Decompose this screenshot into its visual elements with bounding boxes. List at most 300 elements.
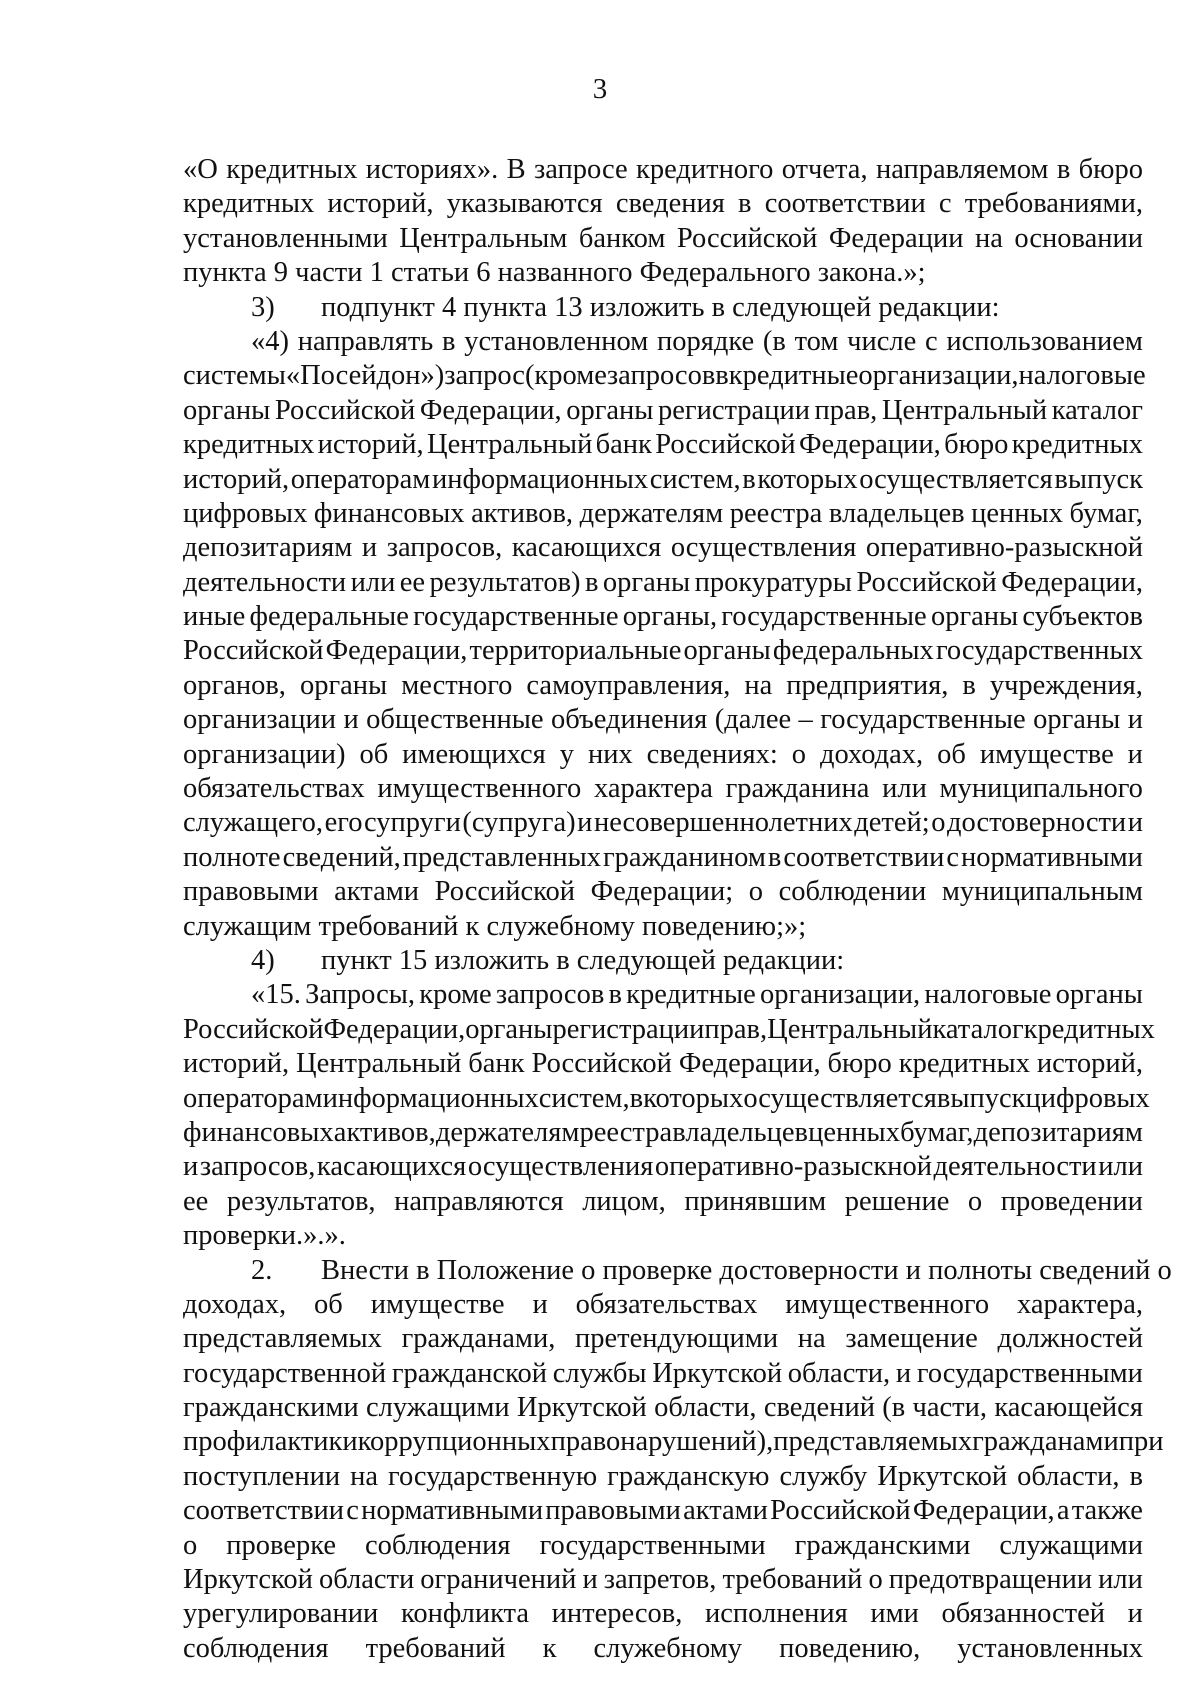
word: историях». (365, 154, 499, 185)
text-line (183, 153, 1143, 187)
word: характера, (1016, 1288, 1143, 1320)
word: указываются (446, 188, 603, 220)
word: Федерации, (325, 635, 468, 667)
word: супруги (364, 807, 461, 839)
word: соответствии (783, 841, 945, 873)
word: Российской (183, 1013, 324, 1045)
text-line (183, 187, 1143, 221)
word: предприятия, (786, 669, 949, 701)
text-line (183, 325, 1143, 359)
word: финансовых (313, 497, 465, 529)
word: части, (912, 1392, 988, 1424)
word: кредитного (636, 154, 774, 185)
text-line (183, 1116, 1143, 1150)
word: выпуск (1054, 463, 1143, 495)
word: поведению, (779, 1632, 921, 1664)
item-number: 3) (251, 291, 275, 323)
word: гражданином (602, 841, 766, 873)
word: соблюдении (778, 876, 927, 908)
word: операторам (183, 1082, 323, 1114)
word: касающейся (994, 1392, 1143, 1424)
word: соответствии (764, 188, 926, 220)
word: системы (183, 360, 286, 392)
word: активов, (471, 497, 574, 529)
text-line (183, 463, 1143, 497)
word: или (1098, 1151, 1143, 1183)
word: в (715, 360, 729, 392)
word: систем, (538, 1082, 630, 1114)
word: Российской (676, 222, 818, 254)
word: регистрации (552, 1013, 705, 1045)
word: у (559, 738, 574, 770)
word: служащего, (183, 807, 324, 839)
word: бумаг, (1069, 497, 1143, 529)
word: результатов) (429, 566, 581, 598)
word: деятельности (933, 1151, 1097, 1183)
word: Центральный (767, 1013, 933, 1045)
word: Иркутской (516, 1392, 647, 1424)
text-line (183, 1425, 1164, 1459)
text-line (183, 1597, 1143, 1631)
word: и (1127, 1598, 1143, 1630)
word: использованием (946, 325, 1143, 357)
word: Иркутской (652, 1357, 783, 1389)
word: о (748, 876, 763, 908)
word: общественные (366, 704, 544, 736)
word: историй, (183, 1048, 290, 1080)
word: Российской (655, 429, 796, 461)
word: активов, (333, 1116, 436, 1148)
word: результатов, (226, 1185, 376, 1217)
word: о (931, 807, 946, 839)
text-line (183, 1632, 1143, 1666)
word: кредитных (898, 1048, 1030, 1080)
text-line: служащим требований к служебному поведению;»; (183, 910, 807, 942)
text-line (183, 1494, 1143, 1528)
word: органы, (622, 601, 718, 633)
word: и (577, 807, 593, 839)
word: числе (847, 325, 917, 357)
text-line (183, 1357, 1143, 1391)
word: (в (882, 1392, 906, 1424)
item-text: подпункт 4 пункта 13 изложить в следующей редакции: (321, 291, 1000, 323)
word: запросе (534, 154, 628, 185)
word: кредитных (226, 154, 358, 185)
word: Иркутской (877, 1460, 1008, 1492)
text-line (183, 875, 1143, 909)
word: при (1118, 1426, 1164, 1458)
word: нормативными (361, 1495, 544, 1527)
word: каталог (932, 1013, 1024, 1045)
word: сведения (615, 188, 725, 220)
word: имущественного (785, 1288, 990, 1320)
word: запретов, (603, 1564, 717, 1596)
word: «4) (251, 325, 289, 357)
word: учреждения, (989, 669, 1143, 701)
text-line (183, 1529, 1143, 1563)
word: Запросы, (305, 979, 416, 1011)
word: имущественного (377, 773, 582, 805)
word: Федерации, (1001, 566, 1143, 598)
word: ценных (808, 1116, 900, 1148)
word: государственную (387, 1460, 598, 1492)
word: установленными (183, 222, 388, 254)
word: достоверности (946, 807, 1127, 839)
word: имуществе (370, 1288, 505, 1320)
word: «Посейдон») (285, 360, 445, 392)
text-line (183, 772, 1143, 806)
word: гражданскими (183, 1392, 359, 1424)
text-line (183, 669, 1143, 703)
word: депозитариям (183, 532, 353, 564)
word: коррупционных (357, 1426, 551, 1458)
word: доходах, (183, 1288, 287, 1320)
word: проверке (226, 1529, 336, 1561)
word: Российской (274, 394, 416, 426)
page-number: 3 (592, 73, 608, 105)
word: с (938, 188, 952, 220)
word: поступлении (183, 1460, 341, 1492)
word: и (1127, 738, 1143, 770)
word: о (868, 1564, 883, 1596)
word: органы (183, 394, 271, 426)
word: на (350, 1460, 378, 1492)
word: реестра (579, 1116, 673, 1148)
word: и (532, 1288, 548, 1320)
word: органы (465, 1013, 553, 1045)
text-line (183, 1047, 1143, 1081)
word: запросов, (386, 532, 503, 564)
word: ограничений (420, 1564, 577, 1596)
word: доходах, (819, 738, 924, 770)
text-line (183, 1391, 1143, 1425)
item-text: пункт 15 изложить в следующей редакции: (321, 944, 845, 976)
word: в (442, 325, 456, 357)
word: претендующими (575, 1323, 779, 1355)
word: в (738, 188, 752, 220)
text-line (183, 291, 1143, 325)
word: с (346, 1495, 359, 1527)
word: Центральным (399, 222, 568, 254)
word: его (324, 807, 363, 839)
text-line (183, 394, 1143, 428)
word: основании (1014, 222, 1143, 254)
word: должностей (997, 1323, 1143, 1355)
word: цифровых (183, 497, 308, 529)
word: бумаг, (900, 1116, 974, 1148)
word: цифровых (1025, 1082, 1150, 1114)
word: актами (334, 876, 420, 908)
word: кредитные (728, 360, 859, 392)
word: кредитные (626, 979, 756, 1011)
word: осуществления (467, 1151, 654, 1183)
word: к (542, 1632, 557, 1664)
word: соответствии (183, 1495, 345, 1527)
word: служащими (999, 1529, 1143, 1561)
word: правовыми (545, 1495, 681, 1527)
word: бюро (944, 429, 1009, 461)
word: реестра (729, 497, 823, 529)
word: профилактики (183, 1426, 358, 1458)
word: в (1129, 1460, 1143, 1492)
word: обязанностей (941, 1598, 1106, 1630)
word: правовыми (183, 876, 319, 908)
word: с (946, 841, 959, 873)
word: систем, (649, 463, 741, 495)
word: обязательствах (575, 1288, 758, 1320)
word: запрос (444, 360, 525, 392)
text-line (183, 359, 1146, 393)
document-body (183, 153, 1172, 1666)
word: требованиями, (964, 188, 1143, 220)
text-line (183, 1460, 1143, 1494)
text-line: пункта 9 части 1 статьи 6 названного Федерального закона.»; (183, 257, 926, 289)
word: служебному (593, 1632, 742, 1664)
word: направляются (394, 1185, 564, 1217)
word: органов, (183, 669, 286, 701)
word: ее (399, 566, 426, 598)
word: гражданами, (401, 1323, 556, 1355)
word: Российской (856, 566, 997, 598)
word: решение (844, 1185, 950, 1217)
word: банком (578, 222, 666, 254)
word: ценных (971, 497, 1063, 529)
word: и (183, 1151, 199, 1183)
word: и (343, 704, 359, 736)
word: Центральный (427, 429, 593, 461)
word: банк (468, 1048, 525, 1080)
word: гражданской (391, 1357, 548, 1389)
word: историй, (183, 463, 290, 495)
word: о (791, 738, 807, 770)
word: на (797, 1323, 826, 1355)
word: в (1056, 154, 1071, 185)
word: в (742, 463, 756, 495)
word: финансовых (183, 1116, 334, 1148)
word: о (967, 1185, 983, 1217)
word: Федерации; (590, 876, 734, 908)
word: правонарушений), (550, 1426, 774, 1458)
word: об (359, 738, 389, 770)
word: них (587, 738, 633, 770)
word: осуществляется (743, 1082, 937, 1114)
word: органы (930, 601, 1019, 633)
text-line (183, 1563, 1143, 1597)
word: или (882, 773, 927, 805)
word: прав, (814, 394, 878, 426)
word: касающихся (316, 1151, 467, 1183)
text-line (183, 1254, 1172, 1288)
word: налоговые (924, 979, 1052, 1011)
word: Федерации (828, 222, 964, 254)
word: ими (870, 1598, 919, 1630)
word: прокуратуры (694, 566, 852, 598)
word: субъектов (1022, 601, 1143, 633)
word: лицом, (582, 1185, 666, 1217)
word: оперативно-разыскной (654, 1151, 932, 1183)
word: детей; (854, 807, 930, 839)
word: имуществе (979, 738, 1114, 770)
word: или (1098, 1564, 1143, 1596)
word: области, (1017, 1460, 1120, 1492)
word: Федерации, (678, 1048, 821, 1080)
word: а (1056, 1495, 1070, 1527)
word: оперативно-разыскной (865, 532, 1143, 564)
word: и (361, 532, 378, 564)
word: «О (183, 154, 218, 185)
word: регистрации (658, 394, 810, 426)
text-line (183, 1013, 1155, 1047)
word: государственные (413, 601, 619, 633)
word: Федерации, (799, 429, 941, 461)
word: области (318, 1564, 415, 1596)
text-line (183, 1288, 1143, 1322)
word: служащими (366, 1392, 510, 1424)
text-line (183, 634, 1143, 668)
word: прав, (704, 1013, 768, 1045)
word: каталог (1051, 394, 1143, 426)
word: запросов (606, 360, 716, 392)
word: кредитных (183, 188, 315, 220)
word: деятельности (183, 566, 347, 598)
item-text: Внести в Положение о проверке достоверности и полноты сведений о (321, 1254, 1172, 1286)
text-line (183, 600, 1143, 634)
word: органы (683, 635, 771, 667)
word: установленных (957, 1632, 1143, 1664)
word: несовершеннолетних (593, 807, 853, 839)
word: и (1127, 807, 1143, 839)
word: Федерации, (912, 1495, 1055, 1527)
word: информационных (431, 463, 649, 495)
word: которых (643, 1082, 744, 1114)
word: актами (683, 1495, 768, 1527)
word: муниципальным (941, 876, 1143, 908)
word: выпуск (936, 1082, 1026, 1114)
item-number: 4) (251, 944, 275, 976)
text-line (183, 806, 1143, 840)
word: с (925, 325, 938, 357)
word: соблюдения (365, 1529, 511, 1561)
word: сведений, (282, 841, 401, 873)
word: представляемых (773, 1426, 973, 1458)
word: ее (183, 1185, 209, 1217)
word: федеральных (772, 635, 934, 667)
word: «15. (251, 979, 301, 1011)
word: гражданскую (607, 1460, 770, 1492)
word: которых (757, 463, 858, 495)
text-line (183, 703, 1143, 737)
word: об (937, 738, 966, 770)
text-line (183, 222, 1143, 256)
word: операторам (290, 463, 431, 495)
text-line (183, 944, 1143, 978)
word: на (974, 222, 1003, 254)
word: представленных (402, 841, 602, 873)
word: обязательствах (183, 773, 365, 805)
word: органы (1033, 704, 1121, 736)
word: на (744, 669, 773, 701)
text-line (183, 978, 1143, 1012)
text-line (183, 1322, 1143, 1356)
word: владельцев (672, 1116, 808, 1148)
word: кредитных (183, 429, 315, 461)
word: о (183, 1529, 198, 1561)
word: самоуправления, (526, 669, 731, 701)
word: требований (722, 1564, 863, 1596)
word: сведений (763, 1392, 875, 1424)
text-line (183, 497, 1143, 531)
word: государственными (916, 1357, 1143, 1389)
word: и (895, 1357, 912, 1389)
text-line (183, 531, 1143, 565)
word: запросов, (199, 1151, 316, 1183)
word: касающихся (511, 532, 662, 564)
word: осуществляется (859, 463, 1053, 495)
word: информационных (322, 1082, 539, 1114)
item-number: 2. (251, 1254, 273, 1286)
word: исполнения (704, 1598, 848, 1630)
text-line (183, 1082, 1150, 1116)
word: органы (566, 394, 654, 426)
word: также (1071, 1495, 1143, 1527)
word: органы (299, 669, 388, 701)
word: Центральный (296, 1048, 462, 1080)
word: гражданина (725, 773, 870, 805)
word: гражданскими (794, 1529, 971, 1561)
word: кредитных (1023, 1013, 1155, 1045)
word: органы (602, 566, 691, 598)
word: представляемых (183, 1323, 382, 1355)
word: владельцев (828, 497, 965, 529)
word: органы (1055, 979, 1143, 1011)
word: соблюдения (183, 1632, 329, 1664)
word: интересов, (551, 1598, 683, 1630)
word: организации (183, 704, 337, 736)
word: организации, (858, 360, 1019, 392)
text-line (183, 1185, 1143, 1219)
word: (супруга) (462, 807, 576, 839)
word: кредитных (1011, 429, 1143, 461)
word: федеральные (249, 601, 409, 633)
word: иные (183, 601, 246, 633)
word: государственных (935, 635, 1143, 667)
word: об (314, 1288, 343, 1320)
word: В (506, 154, 526, 185)
word: полноте (183, 841, 281, 873)
word: банк (595, 429, 652, 461)
word: территориальные (469, 635, 682, 667)
word: сведениях: (646, 738, 778, 770)
word: проведении (1000, 1185, 1143, 1217)
word: в (962, 669, 976, 701)
word: направлять (297, 325, 434, 357)
text-line (183, 1150, 1143, 1184)
word: организации) (183, 738, 346, 770)
word: держателям (435, 1116, 580, 1148)
word: – (798, 704, 813, 736)
word: (в (762, 325, 786, 357)
word: порядке (657, 325, 755, 357)
word: муниципального (939, 773, 1143, 805)
text-line (183, 566, 1143, 600)
word: держателям (579, 497, 724, 529)
text-line (183, 738, 1143, 772)
word: в (584, 566, 599, 598)
word: области, (654, 1392, 757, 1424)
word: нормативными (960, 841, 1143, 873)
word: местного (401, 669, 513, 701)
word: гражданами (972, 1426, 1119, 1458)
